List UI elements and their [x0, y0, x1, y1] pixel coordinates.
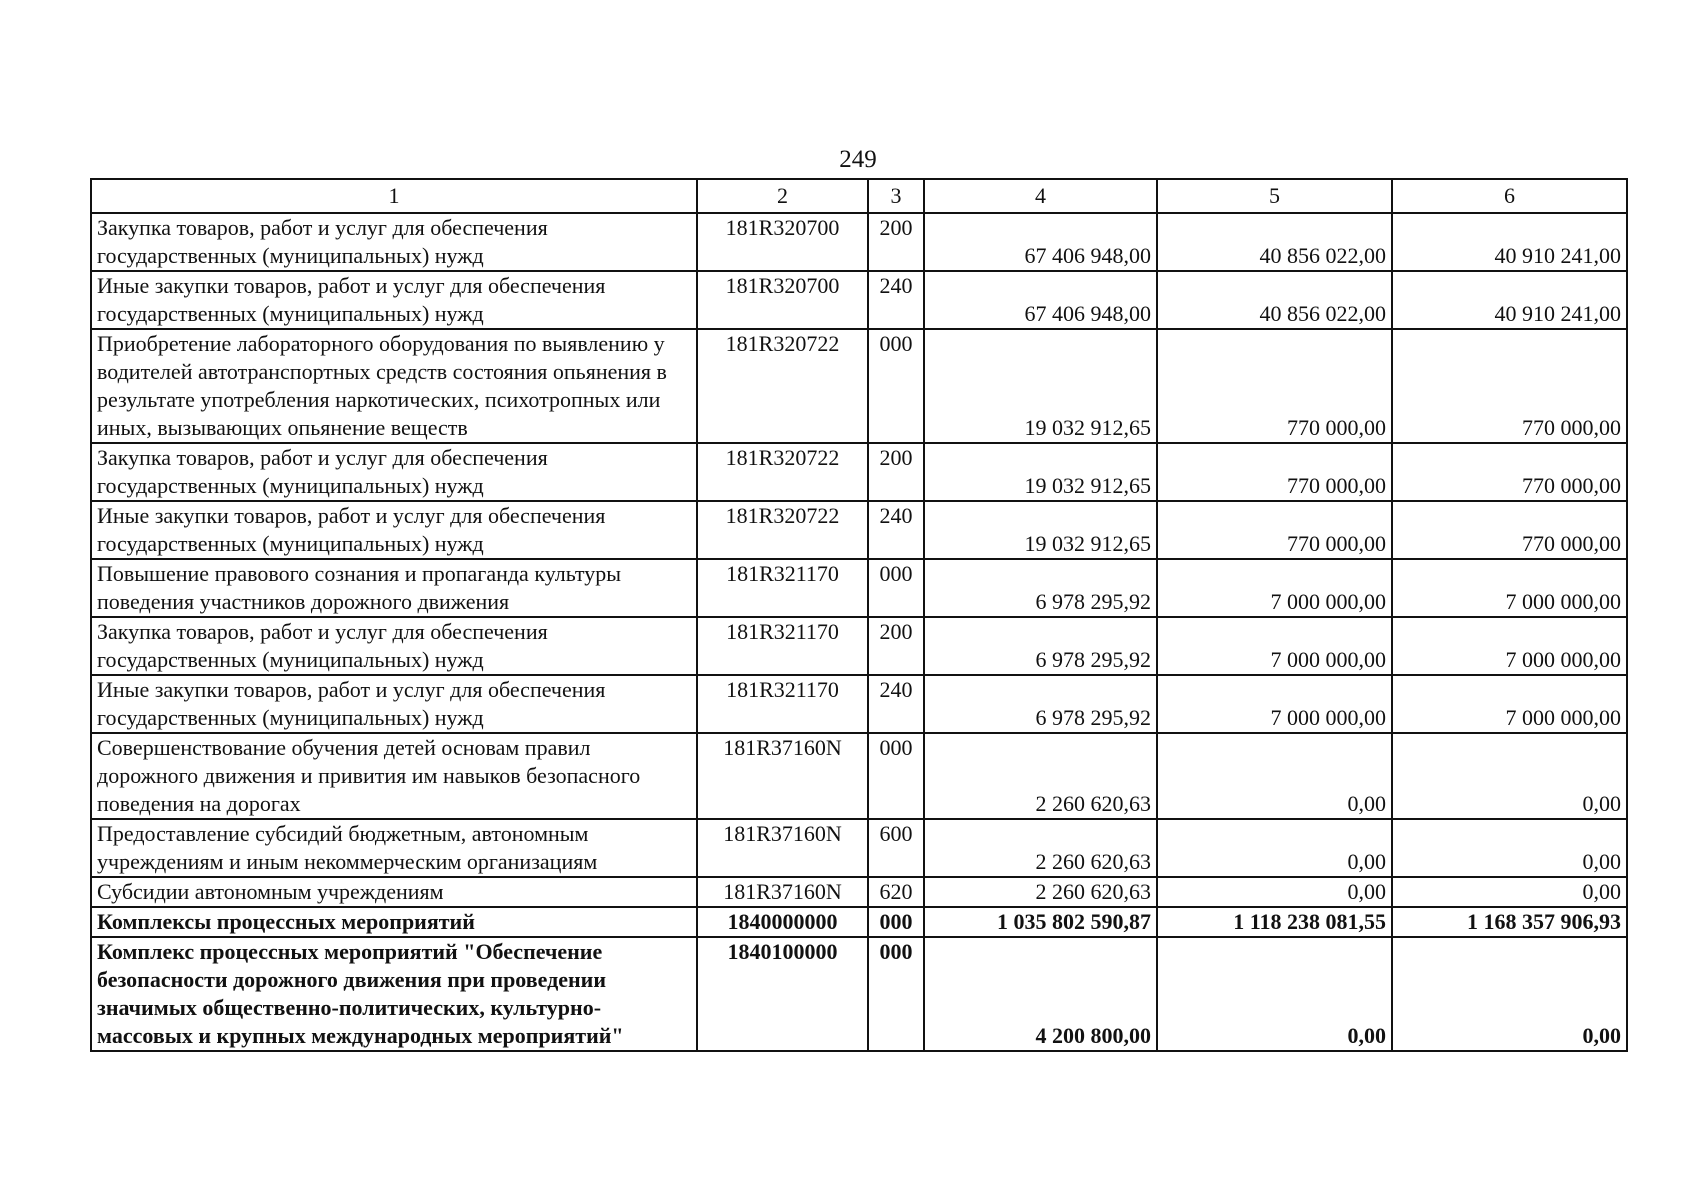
row-value-col6: 770 000,00	[1392, 501, 1627, 559]
row-name-cell: Закупка товаров, работ и услуг для обеспечения государственных (муниципальных) нужд	[91, 213, 697, 271]
table-row	[91, 501, 1627, 559]
column-header: 1	[91, 179, 697, 213]
row-value-col6: 7 000 000,00	[1392, 617, 1627, 675]
row-value-col5: 770 000,00	[1157, 501, 1392, 559]
header-row	[91, 179, 1627, 213]
row-name-cell: Иные закупки товаров, работ и услуг для обеспечения государственных (муниципальных) нужд	[91, 675, 697, 733]
row-name-cell: Приобретение лабораторного оборудования по выявлению у водителей автотранспортных средств состояния опьянения в результате употребления наркотических, психотропных или иных, вызывающих опьянение веществ	[91, 329, 697, 443]
row-value-col4: 6 978 295,92	[924, 675, 1157, 733]
row-value-col4: 19 032 912,65	[924, 443, 1157, 501]
row-value-col6: 40 910 241,00	[1392, 271, 1627, 329]
row-name-cell: Закупка товаров, работ и услуг для обеспечения государственных (муниципальных) нужд	[91, 443, 697, 501]
row-name-cell: Предоставление субсидий бюджетным, автономным учреждениям и иным некоммерческим организациям	[91, 819, 697, 877]
row-value-col6: 7 000 000,00	[1392, 675, 1627, 733]
row-value-col5: 1 118 238 081,55	[1157, 907, 1392, 937]
table-row	[91, 443, 1627, 501]
row-value-col4: 67 406 948,00	[924, 213, 1157, 271]
row-code-cell: 181R320700	[697, 213, 868, 271]
table-row	[91, 937, 1627, 1051]
table-row	[91, 877, 1627, 907]
row-value-col5: 40 856 022,00	[1157, 271, 1392, 329]
row-name-cell: Комплекс процессных мероприятий "Обеспечение безопасности дорожного движения при проведении значимых общественно-политических, культурно-массовых и крупных международных мероприятий"	[91, 937, 697, 1051]
table-body	[91, 213, 1627, 1051]
row-type-cell: 200	[868, 443, 924, 501]
table-row	[91, 819, 1627, 877]
row-value-col5: 7 000 000,00	[1157, 675, 1392, 733]
row-value-col5: 770 000,00	[1157, 329, 1392, 443]
row-value-col6: 0,00	[1392, 937, 1627, 1051]
row-code-cell: 181R321170	[697, 617, 868, 675]
row-value-col4: 6 978 295,92	[924, 559, 1157, 617]
table-row	[91, 907, 1627, 937]
row-type-cell: 600	[868, 819, 924, 877]
row-code-cell: 181R37160N	[697, 877, 868, 907]
row-type-cell: 000	[868, 329, 924, 443]
row-name-cell: Повышение правового сознания и пропаганда культуры поведения участников дорожного движения	[91, 559, 697, 617]
row-code-cell: 181R320722	[697, 501, 868, 559]
row-value-col6: 7 000 000,00	[1392, 559, 1627, 617]
table-row	[91, 559, 1627, 617]
row-type-cell: 000	[868, 733, 924, 819]
row-type-cell: 000	[868, 937, 924, 1051]
row-value-col5: 7 000 000,00	[1157, 559, 1392, 617]
row-type-cell: 200	[868, 617, 924, 675]
column-header: 4	[924, 179, 1157, 213]
row-code-cell: 181R321170	[697, 559, 868, 617]
row-name-cell: Совершенствование обучения детей основам правил дорожного движения и привития им навыков безопасного поведения на дорогах	[91, 733, 697, 819]
table-row	[91, 329, 1627, 443]
column-header: 3	[868, 179, 924, 213]
row-value-col6: 770 000,00	[1392, 329, 1627, 443]
row-code-cell: 181R321170	[697, 675, 868, 733]
row-name-cell: Иные закупки товаров, работ и услуг для обеспечения государственных (муниципальных) нужд	[91, 501, 697, 559]
row-value-col4: 19 032 912,65	[924, 501, 1157, 559]
row-type-cell: 620	[868, 877, 924, 907]
row-value-col6: 0,00	[1392, 733, 1627, 819]
row-value-col4: 6 978 295,92	[924, 617, 1157, 675]
row-value-col5: 0,00	[1157, 819, 1392, 877]
row-value-col6: 770 000,00	[1392, 443, 1627, 501]
row-name-cell: Закупка товаров, работ и услуг для обеспечения государственных (муниципальных) нужд	[91, 617, 697, 675]
row-name-cell: Комплексы процессных мероприятий	[91, 907, 697, 937]
table-row	[91, 271, 1627, 329]
row-value-col5: 770 000,00	[1157, 443, 1392, 501]
row-value-col4: 1 035 802 590,87	[924, 907, 1157, 937]
row-code-cell: 181R320700	[697, 271, 868, 329]
row-value-col4: 2 260 620,63	[924, 877, 1157, 907]
row-value-col5: 7 000 000,00	[1157, 617, 1392, 675]
row-value-col5: 0,00	[1157, 937, 1392, 1051]
row-type-cell: 000	[868, 907, 924, 937]
column-header: 2	[697, 179, 868, 213]
row-code-cell: 181R320722	[697, 443, 868, 501]
table-row	[91, 617, 1627, 675]
column-header: 5	[1157, 179, 1392, 213]
row-type-cell: 000	[868, 559, 924, 617]
row-value-col5: 0,00	[1157, 877, 1392, 907]
column-header: 6	[1392, 179, 1627, 213]
row-code-cell: 1840100000	[697, 937, 868, 1051]
row-value-col5: 0,00	[1157, 733, 1392, 819]
table-row	[91, 733, 1627, 819]
row-value-col6: 0,00	[1392, 819, 1627, 877]
row-type-cell: 200	[868, 213, 924, 271]
row-code-cell: 181R37160N	[697, 733, 868, 819]
row-name-cell: Иные закупки товаров, работ и услуг для обеспечения государственных (муниципальных) нужд	[91, 271, 697, 329]
row-value-col6: 40 910 241,00	[1392, 213, 1627, 271]
row-value-col4: 67 406 948,00	[924, 271, 1157, 329]
row-value-col4: 19 032 912,65	[924, 329, 1157, 443]
row-code-cell: 1840000000	[697, 907, 868, 937]
row-type-cell: 240	[868, 271, 924, 329]
row-value-col4: 4 200 800,00	[924, 937, 1157, 1051]
row-name-cell: Субсидии автономным учреждениям	[91, 877, 697, 907]
row-type-cell: 240	[868, 675, 924, 733]
row-value-col5: 40 856 022,00	[1157, 213, 1392, 271]
row-value-col4: 2 260 620,63	[924, 733, 1157, 819]
row-value-col6: 0,00	[1392, 877, 1627, 907]
row-code-cell: 181R320722	[697, 329, 868, 443]
table-row	[91, 675, 1627, 733]
budget-table	[90, 178, 1628, 1052]
row-code-cell: 181R37160N	[697, 819, 868, 877]
row-type-cell: 240	[868, 501, 924, 559]
page-number: 249	[839, 146, 877, 173]
row-value-col4: 2 260 620,63	[924, 819, 1157, 877]
table-row	[91, 213, 1627, 271]
row-value-col6: 1 168 357 906,93	[1392, 907, 1627, 937]
